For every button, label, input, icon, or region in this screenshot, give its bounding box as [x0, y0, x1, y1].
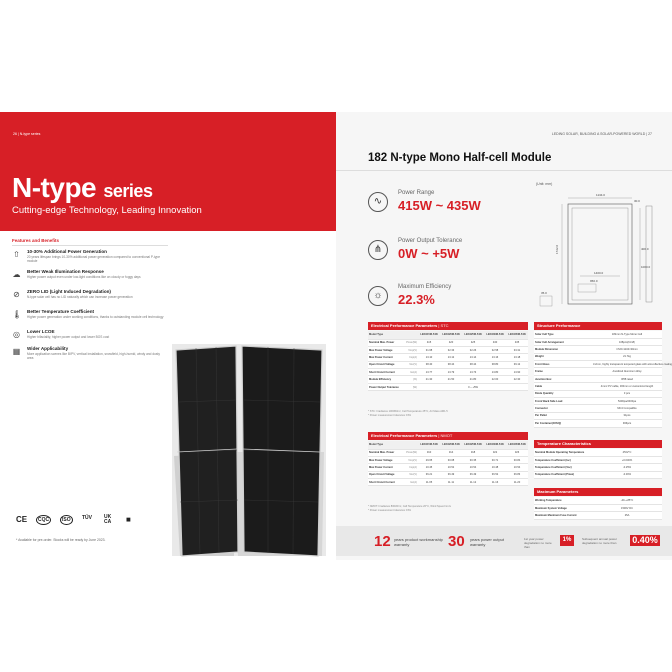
metric-label: Maximum Efficiency [398, 284, 452, 290]
table-cell: 21.7kg [592, 353, 662, 360]
annual-degradation-text: Subsequent annual power degradation no more than [582, 537, 617, 545]
building-icon: ▦ [12, 347, 21, 356]
feature-title: ZERO LID (Light Induced Degradation) [27, 289, 111, 294]
table-row [368, 471, 528, 478]
table-cell: 36.52 [484, 471, 506, 478]
power-range-icon: ∿ [368, 192, 388, 212]
tolerance-icon: ⋔ [368, 240, 388, 260]
table-cell: 21.30 [418, 376, 440, 383]
zero-lid-icon: ⊘ [13, 290, 20, 299]
table-cell: 314 [440, 449, 462, 456]
table-cell: Temperature Coefficient (Isc) [534, 456, 592, 463]
table-cell: 13.18 [506, 354, 528, 361]
table-header-cell: LED420M-54N [440, 331, 462, 339]
thermometer-icon: 🌡 [12, 310, 23, 319]
drawing-unit: (Unit: mm) [536, 182, 553, 186]
metric-label: Power Range [398, 190, 435, 196]
table-cell: Cable [534, 383, 592, 390]
output-warranty-text: years power output warranty [470, 537, 505, 547]
feature-desc: Higher power output even under low-light conditions like on cloudy or foggy days [27, 275, 141, 279]
feature-title: Lower LCOE [27, 329, 55, 334]
table-cell: 10.54 [506, 464, 528, 471]
table-cell: Frame [534, 368, 592, 375]
stc-table [368, 331, 528, 391]
table-cell: 415 [418, 339, 440, 346]
table-cell: 32.26 [462, 346, 484, 353]
table-row [534, 346, 662, 353]
table-cell: Imp(A) [404, 354, 418, 361]
hero-banner [0, 112, 336, 231]
table-cell: +0.046% [592, 456, 662, 463]
nmot-notes: * NMOT: Irradiance 800W/m², Cell Temperature 20°C, Wind Speed 1m/s * Power measurement tolerance ±3% [368, 505, 451, 512]
divider [336, 170, 672, 171]
table-cell: (%) [404, 376, 418, 383]
table-cell: 322 [484, 449, 506, 456]
table-row [534, 338, 662, 345]
table-row [368, 479, 528, 486]
table-row [368, 361, 528, 368]
nmot-section-heading [368, 432, 528, 440]
table-cell: IP68 rated [592, 375, 662, 382]
table-cell: Front Glass [534, 361, 592, 368]
table-header-cell: LED430M-54N [484, 441, 506, 449]
table-row [534, 412, 662, 419]
table-cell: 430 [484, 339, 506, 346]
metric-value: 415W ~ 435W [398, 198, 481, 213]
first-year-degradation-value: 1% [560, 535, 574, 546]
dim-label: 30.0 [634, 199, 640, 203]
table-cell: Open Circuit Voltage [368, 471, 404, 478]
table-cell: 936pcs [592, 420, 662, 427]
dim-label: 1000.0 [641, 265, 651, 269]
table-cell: Module Dimension [534, 346, 592, 353]
table-row [368, 376, 528, 383]
table-cell: 13.16 [484, 354, 506, 361]
feature-desc: Higher bifaciality, higher power output and lower BOS cost [27, 335, 110, 339]
efficiency-icon: ☼ [368, 286, 388, 306]
dim-label: 950.0 [590, 279, 598, 283]
series-subtitle: Cutting-edge Technology, Leading Innovation [12, 205, 202, 216]
table-cell: 326 [506, 449, 528, 456]
table-cell: 25A [592, 512, 662, 519]
table-cell: 4mm² PV cable, 300mm or customized length [592, 383, 662, 390]
table-cell: -40~+85°C [592, 497, 662, 504]
table-row [368, 464, 528, 471]
table-cell: Connector [534, 405, 592, 412]
table-cell: 36.83 [506, 471, 528, 478]
table-cell: Short Circuit Current [368, 369, 404, 376]
table-cell: Module Efficiency [368, 376, 404, 383]
sun-cloud-icon: ☁ [12, 270, 21, 279]
divider [12, 245, 168, 246]
table-cell: Max Power Current [368, 354, 404, 361]
structure-section-heading: Structure Performance [534, 322, 662, 330]
table-cell: Isc(A) [404, 479, 418, 486]
table-cell: 182mm N-Type Mono Cell [592, 331, 662, 338]
table-cell: 13.80 [484, 369, 506, 376]
table-cell: 13.77 [418, 369, 440, 376]
table-cell: Per Pallet [534, 412, 592, 419]
table-cell: Imp(A) [404, 464, 418, 471]
feature-title: Better Temperature Coefficient [27, 309, 95, 314]
table-cell: 420 [440, 339, 462, 346]
dim-label: 35.0 [541, 291, 547, 295]
table-cell: 3 pcs [592, 390, 662, 397]
table-cell: 36.21 [418, 471, 440, 478]
table-cell: 39.12 [506, 361, 528, 368]
table-cell: 29.65 [418, 456, 440, 463]
cqc-mark-icon: CQC [38, 517, 50, 523]
table-cell: 108pcs(6×18) [592, 338, 662, 345]
module-title: 182 N-type Mono Half-cell Module [368, 152, 552, 164]
table-cell: 310 [418, 449, 440, 456]
table-row [534, 375, 662, 382]
table-cell: 3.2mm, highly transparent tempered glass with anti-reflective coating [592, 361, 662, 368]
stc-tag: STC [440, 323, 449, 328]
table-cell: 11.16 [484, 479, 506, 486]
stc-heading-tag: | [438, 323, 441, 328]
table-cell: Short Circuit Current [368, 479, 404, 486]
table-cell: 38.44 [462, 361, 484, 368]
table-cell: 10.54 [462, 464, 484, 471]
table-cell: 13.73 [462, 369, 484, 376]
table-row [534, 390, 662, 397]
table-cell: Pmax(W) [404, 339, 418, 346]
table-cell: 11.05 [418, 479, 440, 486]
table-cell: 32.33 [440, 346, 462, 353]
table-cell: -0.25% [592, 464, 662, 471]
feature-title: Wider Applicability [27, 346, 69, 351]
table-cell: Solar Cell Type [534, 331, 592, 338]
table-cell: Anodized Aluminum Alloy [592, 368, 662, 375]
metric-value: 0W ~ +5W [398, 246, 460, 261]
table-cell: 435 [506, 339, 528, 346]
table-cell: 33.31 [506, 346, 528, 353]
table-row [368, 346, 528, 353]
stc-heading-text: Electrical Performance Parameters [371, 323, 438, 328]
metric-value: 22.3% [398, 292, 435, 307]
table-header-cell: LED420M-54N [440, 441, 462, 449]
table-cell: 21.50 [440, 376, 462, 383]
table-cell: 38.80 [484, 361, 506, 368]
table-cell: Temperature Coefficient (Pmax) [534, 471, 592, 478]
table-cell: 36.49 [440, 471, 462, 478]
table-cell: 22.30 [506, 376, 528, 383]
table-cell: Front/ Back Side Load [534, 398, 592, 405]
table-row [534, 456, 662, 463]
brochure-spread [0, 112, 672, 560]
structure-table [534, 331, 672, 428]
stc-section-heading [368, 322, 528, 330]
table-cell: 31.68 [418, 346, 440, 353]
table-cell: 45±2°C [592, 449, 662, 456]
table-cell: 0 ~ +5W [418, 383, 528, 390]
table-cell: Working Temperature [534, 497, 592, 504]
table-cell: Isc(A) [404, 369, 418, 376]
table-header-row [368, 331, 528, 339]
table-cell: 21.80 [462, 376, 484, 383]
feature-item [12, 329, 172, 347]
table-row [534, 420, 662, 427]
table-cell: 30.35 [462, 456, 484, 463]
page-marker-left: 26 | N-type series [13, 132, 41, 136]
technical-drawing [528, 188, 660, 312]
tuv-mark-icon: TÜV [82, 515, 92, 521]
table-cell: 30.84 [506, 456, 528, 463]
nmot-heading-tag: | [438, 433, 441, 438]
table-cell: 38.44 [440, 361, 462, 368]
table-row [534, 405, 662, 412]
table-row [534, 464, 662, 471]
table-cell: -0.30% [592, 471, 662, 478]
table-cell: 1722×1134×30mm [592, 346, 662, 353]
table-cell: Nominal Module Operating Temperature [534, 449, 592, 456]
arrow-up-icon: ⇧ [13, 250, 20, 259]
series-title [12, 172, 152, 204]
table-cell: 36.49 [462, 471, 484, 478]
table-header-cell: LED435M-54N [506, 441, 528, 449]
metric-label: Power Output Tolerance [398, 238, 463, 244]
feature-item [12, 269, 172, 287]
table-cell: 38.40 [418, 361, 440, 368]
dimension-drawing [528, 188, 660, 312]
table-row [534, 497, 662, 504]
nmot-tag: NMOT [440, 433, 453, 438]
table-cell: 1500V DC [592, 504, 662, 511]
table-cell: 318 [462, 449, 484, 456]
table-cell: Max Power Voltage [368, 456, 404, 463]
table-cell: Temperature Coefficient (Voc) [534, 464, 592, 471]
table-header-cell: LED425M-54N [462, 331, 484, 339]
table-cell: Maximum System Voltage [534, 504, 592, 511]
table-header-row [368, 441, 528, 449]
temperature-table [534, 449, 662, 479]
table-cell: 30.71 [484, 456, 506, 463]
feature-desc: 20 years lifespan brings 10-30% additional power generation compared to conventional P-type module [27, 255, 161, 264]
feature-desc: Higher power generation under working conditions, thanks to outstanding module cell technology [27, 315, 164, 319]
table-row [534, 383, 662, 390]
table-row [534, 331, 662, 338]
table-cell: 10.52 [440, 464, 462, 471]
table-cell: Vmp(V) [404, 456, 418, 463]
series-title-main: N-type [12, 172, 97, 203]
table-cell: Per Container(40'HQ) [534, 420, 592, 427]
table-cell: 30.08 [440, 456, 462, 463]
table-cell: 10.48 [484, 464, 506, 471]
product-warranty-years: 12 [374, 533, 391, 550]
output-warranty-years: 30 [448, 533, 465, 550]
table-cell: 13.12 [440, 354, 462, 361]
table-cell: Max Power Voltage [368, 346, 404, 353]
table-row [534, 368, 662, 375]
table-cell: (W) [404, 383, 418, 390]
table-cell: Junction Box [534, 375, 592, 382]
coins-icon: ◎ [13, 330, 20, 339]
table-cell: 32.58 [484, 346, 506, 353]
table-row [534, 449, 662, 456]
feature-desc: More application scenes like BIPV, vertical installation, snowfield, high-humid, windy and dusty area [27, 352, 160, 361]
table-cell: Power Output Tolerance [368, 383, 404, 390]
table-cell: 11.20 [506, 479, 528, 486]
table-cell: 5400pa/2400pa [592, 398, 662, 405]
table-header-cell: Model Type [368, 441, 404, 449]
feature-title: Better Weak Illumination Response [27, 269, 104, 274]
table-row [534, 512, 662, 519]
nmot-table [368, 441, 528, 486]
table-cell: 13.90 [506, 369, 528, 376]
dim-label: 1134.0 [596, 193, 605, 197]
table-header-cell: LED415M-54N [418, 331, 440, 339]
feature-item [12, 346, 172, 364]
table-cell: 13.10 [418, 354, 440, 361]
max-params-table [534, 497, 662, 520]
table-cell: 13.14 [462, 354, 484, 361]
table-cell: Weight [534, 353, 592, 360]
series-title-sub: series [103, 181, 153, 201]
table-cell: 11.11 [440, 479, 462, 486]
feature-item [12, 249, 172, 267]
stc-notes: * STC: Irradiance 1000W/m², Cell Temperature 25°C, Air Mass AM1.5 * Power measurement tolerance ±3% [368, 410, 448, 417]
solar-panel-image [172, 344, 326, 556]
table-row [368, 339, 528, 346]
feature-item [12, 289, 172, 307]
table-cell: 10.45 [418, 464, 440, 471]
left-page [0, 112, 336, 560]
temperature-section-heading: Temperature Characteristics [534, 440, 662, 448]
table-cell: 13.79 [440, 369, 462, 376]
table-cell: Open Circuit Voltage [368, 361, 404, 368]
black-logo-icon: ■ [126, 515, 131, 524]
iso-mark-icon: ISO [62, 517, 71, 523]
right-page [336, 112, 672, 560]
table-row [534, 504, 662, 511]
table-cell: MC4 Compatible [592, 405, 662, 412]
table-cell: Max Power Current [368, 464, 404, 471]
first-year-degradation-text: 1st year power degradation no more than [524, 537, 552, 549]
table-cell: Vmp(V) [404, 346, 418, 353]
table-header-cell [404, 331, 418, 339]
ce-mark-icon: CE [16, 515, 28, 524]
table-row [368, 456, 528, 463]
table-cell: Solar Cell Arrangement [534, 338, 592, 345]
table-row [368, 369, 528, 376]
table-cell: 11.12 [462, 479, 484, 486]
solar-panel-graphic [172, 344, 326, 556]
table-cell: Maximum Maximum Fuse Current [534, 512, 592, 519]
product-warranty-text: years product workmanship warranty [394, 537, 443, 547]
table-header-cell: Model Type [368, 331, 404, 339]
table-header-cell [404, 441, 418, 449]
max-params-section-heading: Maximum Parameters [534, 488, 662, 496]
table-header-cell: LED430M-54N [484, 331, 506, 339]
table-row [534, 353, 662, 360]
table-header-cell: LED435M-54N [506, 331, 528, 339]
table-cell: 425 [462, 339, 484, 346]
nmot-heading-text: Electrical Performance Parameters [371, 433, 438, 438]
table-row [368, 354, 528, 361]
table-cell: 22.00 [484, 376, 506, 383]
table-row [534, 471, 662, 478]
table-cell: Nominal Max. Power [368, 339, 404, 346]
feature-item [12, 309, 172, 327]
table-header-cell: LED415M-54N [418, 441, 440, 449]
feature-desc: N-type solar cell has no LID naturally which can increase power generation [27, 295, 133, 299]
annual-degradation-value: 0.40% [630, 535, 660, 546]
features-heading: Features and Benefits [12, 238, 60, 243]
table-cell: Voc(V) [404, 361, 418, 368]
table-row [368, 449, 528, 456]
table-cell: Voc(V) [404, 471, 418, 478]
table-cell: 31pcs [592, 412, 662, 419]
table-row [534, 361, 662, 368]
table-row [534, 398, 662, 405]
dim-label: 1722.0 [555, 244, 559, 254]
table-cell: Nominal Max. Power [368, 449, 404, 456]
feature-title: 10-30% Additional Power Generation [27, 249, 107, 254]
dim-label: 1400.0 [594, 271, 604, 275]
table-header-cell: LED425M-54N [462, 441, 484, 449]
page-marker-right: LEDING SOLAR, BUILDING A SOLAR-POWERED WORLD | 27 [551, 132, 652, 136]
table-cell: Pmax(W) [404, 449, 418, 456]
table-row [368, 383, 528, 390]
dim-label: 400.0 [641, 247, 649, 251]
ukca-mark-icon: UK CA [104, 514, 112, 525]
table-cell: Diode Quantity [534, 390, 592, 397]
availability-footnote: * Available for pre-order. Stocks will be ready by June 2023. [16, 538, 106, 542]
